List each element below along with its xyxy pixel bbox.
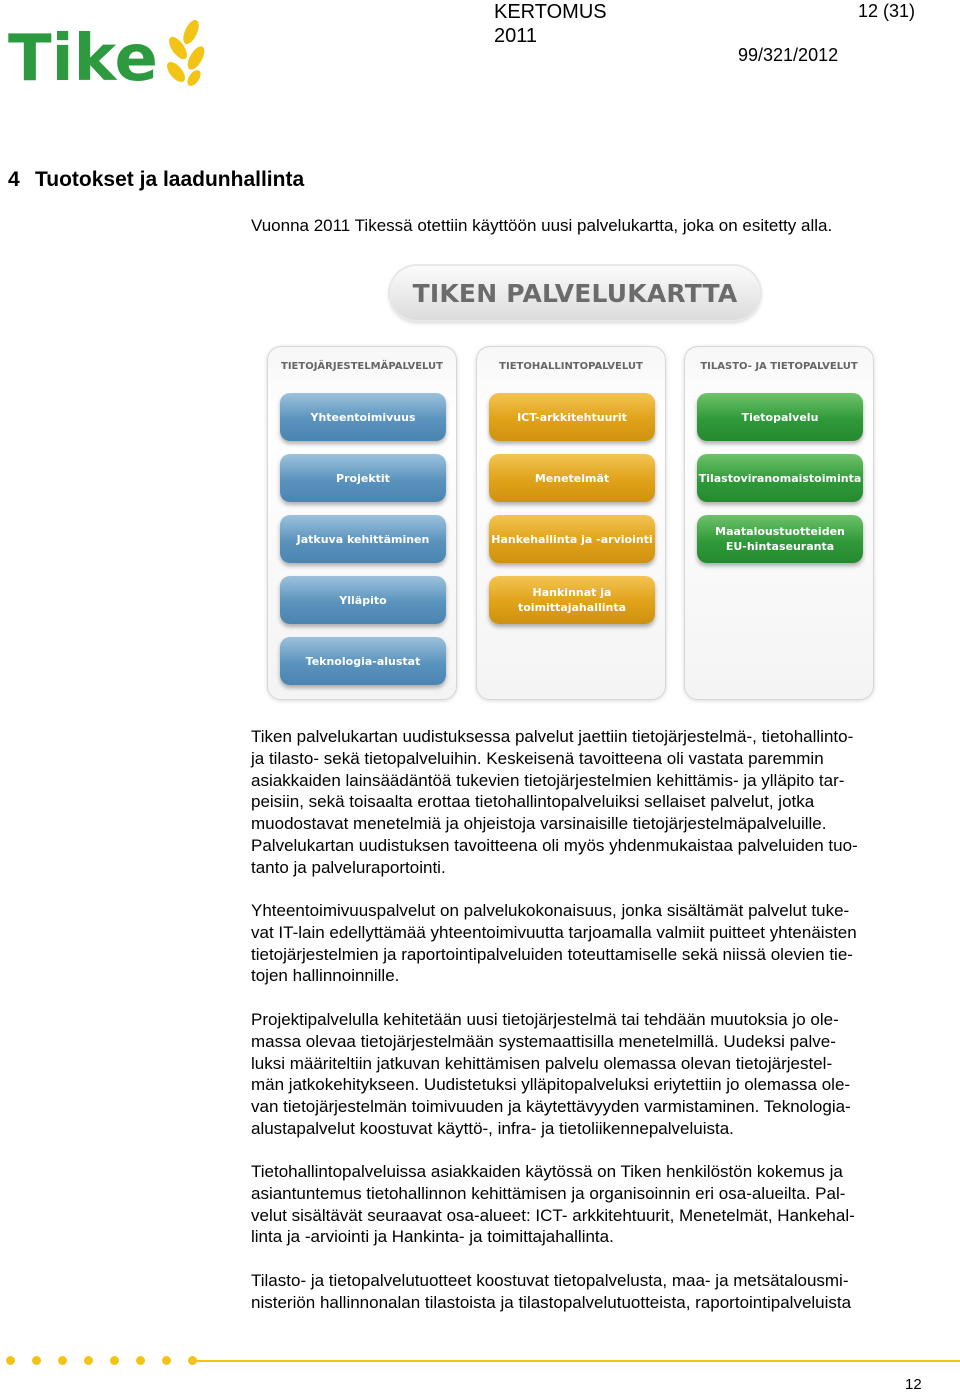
document-year: 2011 xyxy=(494,25,538,47)
tike-logo xyxy=(8,14,208,86)
text-line: alustapalvelut koostuvat käyttö-, infra- ja tietoliikennepalveluista. xyxy=(251,1118,734,1138)
service-box: Tietopalvelu xyxy=(697,393,863,441)
section-title: Tuotokset ja laadunhallinta xyxy=(35,168,305,191)
text-line: velut sisältävät seuraavat osa-alueet: ICT- arkkitehtuurit, Menetelmät, Hankehal- xyxy=(251,1205,855,1225)
column-information-management xyxy=(476,346,666,700)
service-box: Yhteentoimivuus xyxy=(280,393,446,441)
footer-dot xyxy=(110,1356,119,1365)
column-information-systems xyxy=(267,346,457,700)
footer-dot xyxy=(32,1356,41,1365)
wheat-icon xyxy=(164,18,208,86)
page-counter: 12 (31) xyxy=(858,1,916,21)
text-line: Projektipalvelulla kehitetään uusi tietojärjestelmä tai tehdään muutoksia jo ole- xyxy=(251,1010,839,1029)
text-line: vat IT-lain edellyttämää yhteentoimivuutta tarjoamalla valmiit puitteet yhtenäisten xyxy=(251,922,857,942)
paragraph-3 xyxy=(251,1009,931,1140)
text-line: massa olevaa tietojärjestelmään systemaattisilla menetelmillä. Uudeksi palve- xyxy=(251,1031,836,1051)
footer-dot xyxy=(6,1356,15,1365)
text-line: peisiin, sekä toisaalta erottaa tietohallintopalveluiksi sellaiset palvelut, jotka xyxy=(251,792,815,812)
text-line: tietojärjestelmien ja raportointipalveluiden toteuttamiselle sekä niissä olevien tie- xyxy=(251,944,853,964)
footer-divider xyxy=(190,1360,960,1362)
service-box: Hankinnat ja toimittajahallinta xyxy=(489,576,655,624)
text-line: tojen hallinnoinnille. xyxy=(251,966,400,986)
text-line: nisteriön hallinnonalan tilastoista ja tilastopalvelutuotteista, raportointipalveluista xyxy=(251,1292,852,1312)
service-box: ICT-arkkitehtuurit xyxy=(489,393,655,441)
service-box: Menetelmät xyxy=(489,454,655,502)
text-line: män jatkokehitykseen. Uudistetuksi ylläpitopalveluksi eriytettiin jo olemassa ole- xyxy=(251,1075,851,1095)
service-box: Projektit xyxy=(280,454,446,502)
footer-dot xyxy=(136,1356,145,1365)
page-number: 12 xyxy=(905,1376,922,1393)
text-line: asiakkaiden lainsäädäntöä tukevien tietojärjestelmien kehittämis- ja ylläpito tar- xyxy=(251,770,845,790)
column-title: TILASTO- JA TIETOPALVELUT xyxy=(700,361,858,372)
text-line: ja tilasto- sekä tietopalveluihin. Keskeisenä tavoitteena oli vastata paremmin xyxy=(251,748,824,768)
footer-dot xyxy=(162,1356,171,1365)
service-box: Hankehallinta ja -arviointi xyxy=(489,515,655,563)
footer-dot xyxy=(58,1356,67,1365)
service-map-title xyxy=(390,266,760,320)
column-title: TIETOHALLINTOPALVELUT xyxy=(499,361,643,372)
document-type: KERTOMUS xyxy=(494,1,607,23)
intro-text: Vuonna 2011 Tikessä otettiin käyttöön uusi palvelukartta, joka on esitetty alla. xyxy=(251,216,833,235)
logo-wordmark: Tike xyxy=(8,22,158,86)
paragraph-2 xyxy=(251,900,931,987)
text-line: linta ja -arviointi ja Hankinta- ja toimittajahallinta. xyxy=(251,1227,614,1247)
text-line: muodostavat menetelmiä ja ohjeistoja varsinaisille tietojärjestelmäpalveluille. xyxy=(251,814,827,834)
service-map-title-text: TIKEN PALVELUKARTTA xyxy=(412,278,738,308)
paragraph-5 xyxy=(251,1270,931,1314)
text-line: Tietohallintopalveluissa asiakkaiden käytössä on Tiken henkilöstön kokemus ja xyxy=(251,1162,843,1181)
service-box: Jatkuva kehittäminen xyxy=(280,515,446,563)
document-reference: 99/321/2012 xyxy=(738,45,839,65)
text-line: Yhteentoimivuuspalvelut on palvelukokonaisuus, jonka sisältämät palvelut tuke- xyxy=(251,901,850,920)
section-number: 4 xyxy=(8,168,20,191)
text-line: Tilasto- ja tietopalvelutuotteet koostuvat tietopalvelusta, maa- ja metsätalousmi- xyxy=(251,1271,849,1290)
text-line: Palvelukartan uudistuksen tavoitteena oli myös yhdenmukaistaa palveluiden tuo- xyxy=(251,835,858,855)
paragraph-4 xyxy=(251,1161,931,1248)
text-line: asiantuntemus tietohallinnon kehittämisen ja organisoinnin eri osa-alueilta. Pal- xyxy=(251,1183,846,1203)
footer-dot xyxy=(84,1356,93,1365)
text-line: tanto ja palveluraportointi. xyxy=(251,857,446,877)
service-box: Teknologia-alustat xyxy=(280,637,446,685)
service-box: Ylläpito xyxy=(280,576,446,624)
text-line: van tietojärjestelmän toimivuuden ja käytettävyyden varmistaminen. Teknologia- xyxy=(251,1097,851,1117)
service-box: Tilastoviranomaistoiminta xyxy=(697,454,863,502)
column-title: TIETOJÄRJESTELMÄPALVELUT xyxy=(281,361,443,372)
service-box: Maataloustuotteiden EU-hintaseuranta xyxy=(697,515,863,563)
column-statistics-information xyxy=(684,346,874,700)
text-line: luksi määriteltiin jatkuvan kehittämisen palvelu olemassa olevan tietojärjestel- xyxy=(251,1053,833,1073)
text-line: Tiken palvelukartan uudistuksessa palvelut jaettiin tietojärjestelmä-, tietohallinto- xyxy=(251,727,854,746)
paragraph-1 xyxy=(251,726,931,879)
